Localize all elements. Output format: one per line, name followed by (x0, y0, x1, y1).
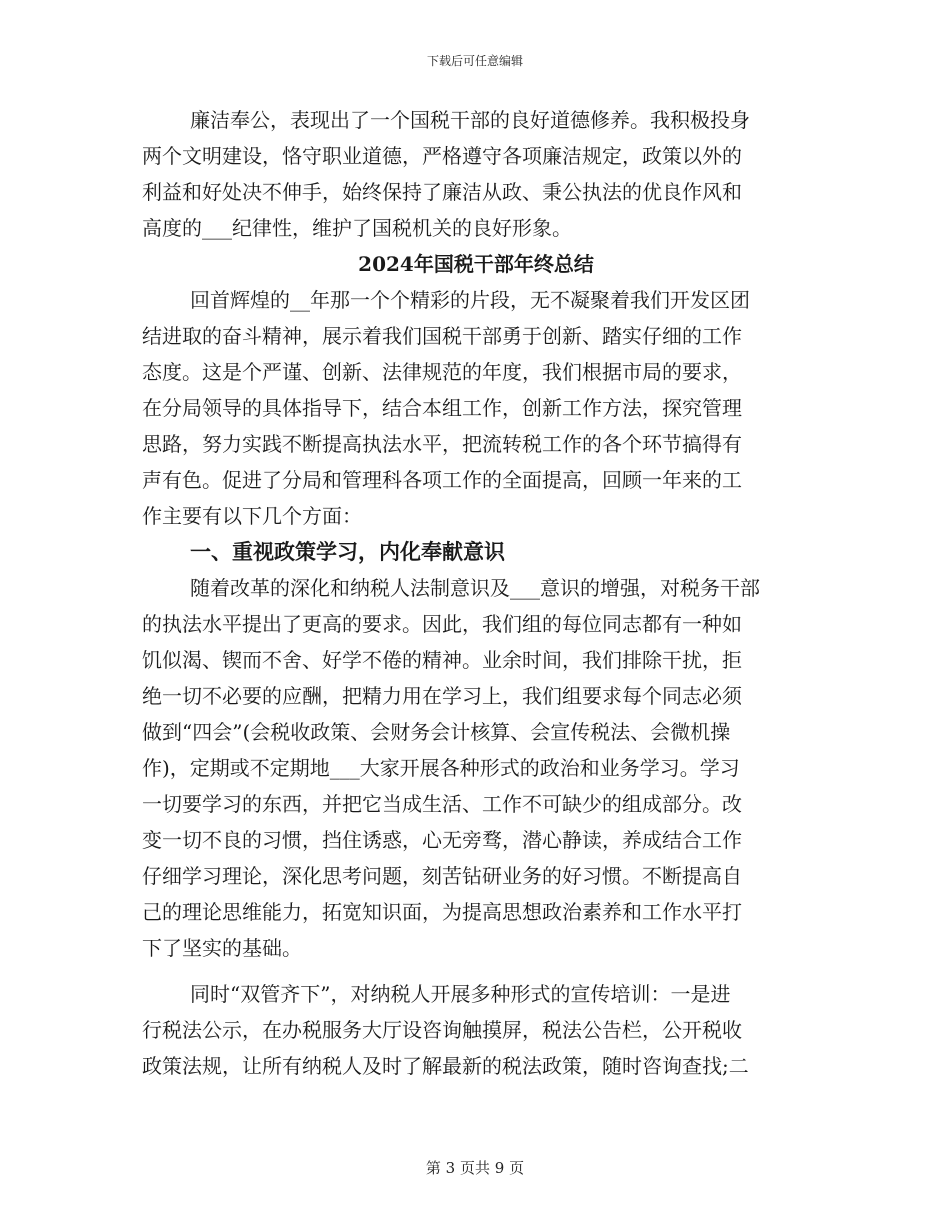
text-line: 在分局领导的具体指导下，结合本组工作，创新工作方法，探究管理 (142, 396, 742, 420)
text-line: 行税法公示，在办税服务大厅设咨询触摸屏，税法公告栏，公开税收 (142, 1018, 742, 1042)
text-line: 高度的___纪律性，维护了国税机关的良好形象。 (142, 216, 572, 240)
text-line: 的执法水平提出了更高的要求。因此，我们组的每位同志都有一种如 (142, 612, 742, 636)
text-line: 做到“四会”(会税收政策、会财务会计核算、会宣传税法、会微机操 (142, 720, 731, 744)
text-line: 同时“双管齐下”，对纳税人开展多种形式的宣传培训：一是进 (190, 982, 731, 1006)
text-line: 变一切不良的习惯，挡住诱惑，心无旁骛，潜心静读，养成结合工作 (142, 828, 742, 852)
page-header: 下载后可任意编辑 (426, 54, 523, 68)
document-title: 2024年国税干部年终总结 (358, 252, 594, 276)
text-line: 态度。这是个严谨、创新、法律规范的年度，我们根据市局的要求， (142, 360, 742, 384)
text-line: 下了坚实的基础。 (142, 936, 302, 960)
text-line: 随着改革的深化和纳税人法制意识及___意识的增强，对税务干部 (190, 576, 760, 600)
text-line: 回首辉煌的__年那一个个精彩的片段，无不凝聚着我们开发区团 (190, 288, 750, 312)
text-line: 结进取的奋斗精神，展示着我们国税干部勇于创新、踏实仔细的工作 (142, 324, 742, 348)
text-line: 利益和好处决不伸手，始终保持了廉洁从政、秉公执法的优良作风和 (142, 180, 742, 204)
text-line: 两个文明建设，恪守职业道德，严格遵守各项廉洁规定，政策以外的 (142, 144, 742, 168)
text-line: 作)，定期或不定期地___大家开展各种形式的政治和业务学习。学习 (142, 756, 740, 780)
text-line: 廉洁奉公，表现出了一个国税干部的良好道德修养。我积极投身 (190, 108, 750, 132)
text-line: 思路，努力实践不断提高执法水平，把流转税工作的各个环节搞得有 (142, 432, 742, 456)
paragraph-gap (142, 966, 810, 976)
text-line: 仔细学习理论，深化思考问题，刻苦钻研业务的好习惯。不断提高自 (142, 864, 742, 888)
text-line: 一切要学习的东西，并把它当成生活、工作不可缺少的组成部分。改 (142, 792, 742, 816)
text-line: 政策法规，让所有纳税人及时了解最新的税法政策，随时咨询查找;二 (142, 1054, 749, 1078)
text-line: 绝一切不必要的应酬，把精力用在学习上，我们组要求每个同志必须 (142, 684, 742, 708)
text-line: 饥似渴、锲而不舍、好学不倦的精神。业余时间，我们排除干扰，拒 (142, 648, 742, 672)
text-line: 声有色。促进了分局和管理科各项工作的全面提高，回顾一年来的工 (142, 468, 742, 492)
text-line: 作主要有以下几个方面： (142, 504, 362, 528)
page-footer: 第 3 页共 9 页 (425, 1159, 525, 1177)
section-heading: 一、重视政策学习，内化奉献意识 (190, 539, 505, 564)
text-line: 己的理论思维能力，拓宽知识面，为提高思想政治素养和工作水平打 (142, 900, 742, 924)
document-body (142, 102, 810, 1084)
